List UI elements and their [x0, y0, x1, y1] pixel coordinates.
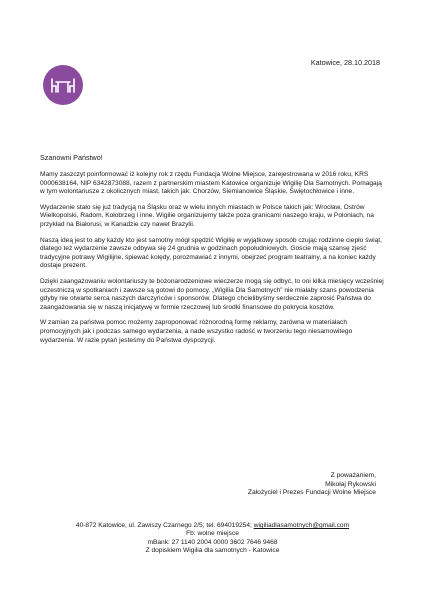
signer-name: Mikołaj Rykowski	[325, 480, 376, 488]
greeting: Szanowni Państwo!	[40, 153, 103, 162]
footer	[0, 522, 425, 555]
table-chairs-icon	[43, 65, 83, 105]
closing: Z poważaniem,	[330, 472, 376, 479]
paragraph: Naszą ideą jest to aby każdy kto jest samotny mógł spędzić Wigilię w wyjątkowy sposób czując rodzinne ciepło świąt, dlatego też wydarzenie zawsze odbywa się 24 grudnia w godzinach popołudniowych. Goście mają szansę zjeść tradycyjne potrawy Wigilijne, śpiewać kolędy, porozmawiać z innymi, obejrzeć program teatralny, a na koniec każdy dostaje prezent.	[40, 236, 382, 270]
letter-date: Katowice, 28.10.2018	[310, 58, 380, 67]
email-link[interactable]: wigiliadlasamotnych@gmail.com	[253, 522, 350, 529]
footer-address: 40-872 Katowice, ul. Zawiszy Czarnego 2/5; tel. 694019254;	[75, 522, 254, 529]
footer-transfer-note: Z dopiskiem Wigilia dla samotnych - Katowice	[145, 546, 280, 554]
paragraph: Dzięki zaangażowaniu wolontariuszy te bożonarodzeniowe wieczerze mogą się odbyć, to oni kilka miesięcy wcześniej uczestniczą w spotkaniach i zawsze są gotowi do pomocy. „Wigilia Dla Samotnych” nie miałaby szans powodzenia gdyby nie otwarte serca naszych darczyńców i sponsorów. Dlatego chcielibyśmy serdecznie zaprosić Państwa do zaangażowania się w naszą inicjatywę w formie rzeczowej lub środki finansowe do pokrycia kosztów.	[40, 277, 384, 311]
paragraph: W zamian za państwa pomoc możemy zaproponować różnorodną formę reklamy, zarówna w materiałach promocyjnych jak i podczas samego wydarzenia, a nade wszystko radość w tworzeniu tego niesamowitego wydarzenia. W razie pytań jesteśmy do Państwa dyspozycji.	[40, 319, 353, 344]
signature-block	[248, 472, 376, 498]
paragraph: Wydarzenie stało się już tradycją na Śląsku oraz w wielu innych miastach w Polsce takich jak: Wrocław, Ostrów Wielkopolski, Radom, Kołobrzeg i inne. Wigilie organizujemy także poza granicami naszego kraju, w Poloniach, na przykład na Białorusi, w Kanadzie czy nawet Brazylii.	[40, 203, 374, 228]
paragraph: Mamy zaszczyt poinformować iż kolejny rok z rzędu Fundacja Wolne Miejsce, zarejestrowana w 2016 roku, KRS 0000638164, NIP 6342873088, razem z partnerskim miastem Katowice organizuje Wigilię Dla Samotnych. Pomagają w tym wolontariusze z okolicznych miast, takich jak: Chorzów, Siemianowice Śląskie, Świętochłowice i inne.	[40, 171, 382, 196]
footer-facebook: Fb: wolne miejsce	[186, 530, 239, 538]
letter-body	[40, 171, 385, 352]
signer-title: Założyciel i Prezes Fundacji Wolne Miejsce	[247, 489, 376, 497]
footer-contact-line	[0, 522, 425, 530]
footer-bank-account: mBank: 27 1140 2004 0000 3602 7646 9468	[147, 538, 278, 546]
foundation-logo	[43, 65, 83, 105]
